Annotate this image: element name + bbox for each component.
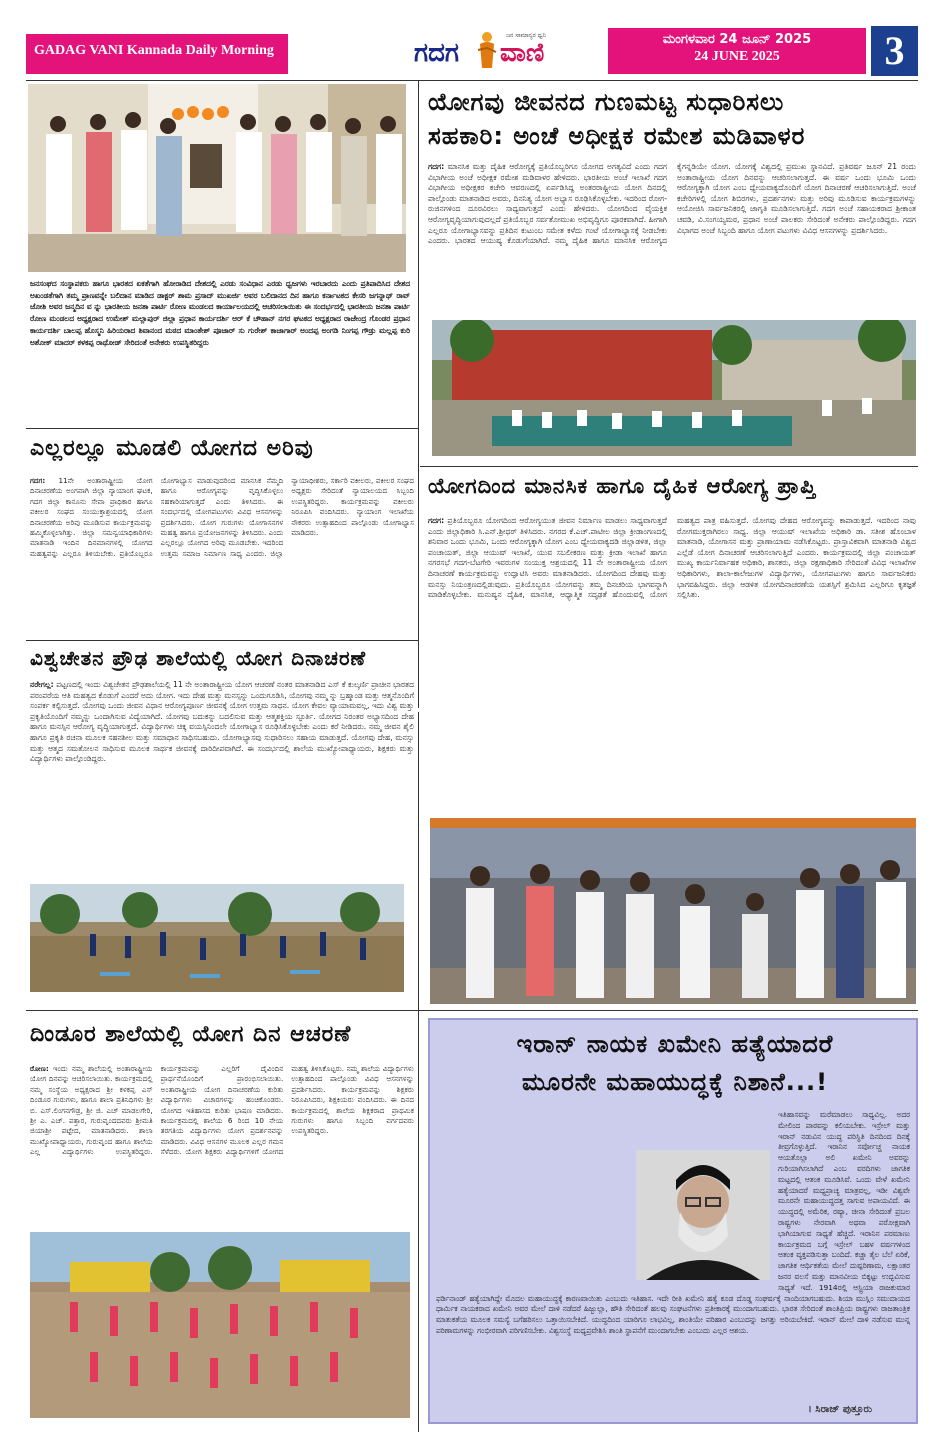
- logo-tagline: ಜನ ಸಾಮಾನ್ಯರ ಧ್ವನಿ: [506, 32, 546, 39]
- party-group-photo: [28, 84, 406, 272]
- paper-name: GADAG VANI Kannada Daily Morning: [34, 43, 274, 58]
- school-ground-yoga-photo: [30, 884, 404, 992]
- article-text: ಇಂದು ನಮ್ಮ ಶಾಲೆಯಲ್ಲಿ ಅಂತಾರಾಷ್ಟ್ರೀಯ ಯೋಗ ದಿನವನ್ನು ಆಚರಿಸಲಾಯಿತು. ಕಾರ್ಯಕ್ರಮದಲ್ಲಿ ನಮ್ಮ ಸಂಸ್ಥೆಯ ಅಧ್ಯಕ್ಷರಾದ ಶ್ರೀ ಕಳಕಪ್ಪ ಎಸ್ ದಿಂಡೂರ ಗುರುಗಳು, ಹಾಗೂ ಶಾಲಾ ಪ್ರತಿನಿಧಿಗಳು ಶ್ರೀ ಬಿ. ಎಸ್.ಲಿಂಗನಗೌಡ್ರ, ಶ್ರೀ ಜಿ. ಎಚ್ ಮಾಡಲಗೇರಿ, ಶ್ರೀ ಎ. ಎಚ್. ಪತ್ತಾರ, ಗುರುವೃಂದದವರು ಶ್ರೀಮತಿ ಜಿಯಾಶ್ರೀ ಪಟ್ಟೇದ, ಮಾತನಾಡಿದರು. ಶಾಲಾ ಮುಖ್ಯೋಪಾಧ್ಯಾಯರು, ಗುರುವೃಂದ ಹಾಗೂ ಶಾಲೆಯ ಎಲ್ಲ ವಿದ್ಯಾರ್ಥಿಗಳು ಉಪಸ್ಥಿತರಿದ್ದರು. ಕಾರ್ಯಕ್ರಮವನ್ನು ಎಲ್ಲರಿಗೆ ದೈವಿಂದಿನ ಪ್ರಾರ್ಥನೆಯೊಂದಿಗೆ ಪ್ರಾರಂಭಿಸಲಾಯಿತು. ಅಂತಾರಾಷ್ಟ್ರೀಯ ಯೋಗ ದಿನಾಚರಣೆಯ ಕುರಿತು ವಿದ್ಯಾರ್ಥಿಗಳು ವಿಚಾರಗಳನ್ನು ಹಂಚಿಕೊಂಡರು. ಯೋಗದ ಇತಿಹಾಸದ ಕುರಿತು ಭಾಷಣ ಮಾಡಿದರು. ಕಾರ್ಯಕ್ರಮದಲ್ಲಿ ಶಾಲೆಯ 6 ರಿಂದ 10 ನೇಯ ತರಗತಿಯ ವಿದ್ಯಾರ್ಥಿಗಳು ಯೋಗ ಪ್ರದರ್ಶನವನ್ನು ಮಾಡಿದರು. ವಿವಿಧ ಆಸನಗಳ ಮೂಲಕ ಎಲ್ಲರ ಗಮನ ಸೆಳೆದರು. ಯೋಗ ಶಿಕ್ಷಕರು ವಿದ್ಯಾರ್ಥಿಗಳಿಗೆ ಯೋಗದ ಮಹತ್ವ ತಿಳಿಸಿಕೊಟ್ಟರು. ನಮ್ಮ ಶಾಲೆಯ ವಿದ್ಯಾರ್ಥಿಗಳು ಉತ್ಸಾಹದಿಂದ ಪಾಲ್ಗೊಂಡು ವಿವಿಧ ಆಸನಗಳನ್ನು ಪ್ರದರ್ಶಿಸಿದರು. ಕಾರ್ಯಕ್ರಮವನ್ನು ಶಿಕ್ಷಕರು ನಿರೂಪಿಸಿದರು, ಶಿಕ್ಷಕಿಯರು ವಂದಿಸಿದರು. ಈ ದಿನದ ಕಾರ್ಯಕ್ರಮದಲ್ಲಿ ಶಾಲೆಯ ಶಿಕ್ಷಕರಾದ ಪ್ರಾಥಮಿಕ ಗುರುಗಳು ಹಾಗೂ ಸಿಬ್ಬಂದಿ ವರ್ಗದವರು ಉಪಸ್ಥಿತರಿದ್ದರು.: [30, 1064, 414, 1157]
- article-body-dindur-school: [30, 1064, 414, 1226]
- headline-vishwachetan: ವಿಶ್ವಚೇತನ ಪ್ರೌಢ ಶಾಲೆಯಲ್ಲಿ ಯೋಗ ದಿನಾಚರಣೆ: [30, 646, 367, 670]
- officials-group-photo: [430, 818, 916, 1004]
- author-credit: । ಸಿರಾಜ್ ಪುತ್ತೂರು: [808, 1404, 872, 1415]
- dateline: ಗದಗ:: [428, 516, 445, 525]
- headline-mental-health: ಯೋಗದಿಂದ ಮಾನಸಿಕ ಹಾಗೂ ದೈಹಿಕ ಆರೋಗ್ಯ ಪ್ರಾಪ್ತಿ: [428, 474, 817, 498]
- column-divider-lower: [418, 712, 419, 1432]
- headline-iran-1: ಇರಾನ್ ನಾಯಕ ಖಮೇನಿ ಹತ್ಯೆಯಾದರೆ: [516, 1030, 834, 1058]
- section-divider: [26, 1010, 918, 1011]
- dateline: ರೋಣ:: [30, 1064, 49, 1073]
- headline-dindur-school: ದಿಂಡೂರ ಶಾಲೆಯಲ್ಲಿ ಯೋಗ ದಿನ ಆಚರಣೆ: [30, 1022, 352, 1047]
- article-body-yoga-awareness: [30, 476, 414, 634]
- column-divider-upper: [418, 80, 419, 708]
- article-body-iran: [436, 1110, 910, 1402]
- article-body-vishwachetan: [30, 680, 414, 880]
- date-band: [608, 28, 866, 74]
- article-body-mental-health: [428, 516, 916, 806]
- dateline: ಗದಗ:: [30, 476, 46, 485]
- dindur-school-yoga-photo: [30, 1232, 410, 1418]
- dateline: ಗದಗ:: [428, 162, 445, 171]
- article-body-yoga-life: [428, 162, 916, 314]
- post-office-yoga-photo: [432, 320, 916, 456]
- page-number: 3: [871, 26, 918, 76]
- date-english: 24 JUNE 2025: [694, 49, 780, 64]
- caption-top-left: ಜನಸಂಘದ ಸಂಸ್ಥಾಪಕರು ಹಾಗೂ ಭಾರತದ ಏಕತೆಗಾಗಿ ಹೋರಾಡಿದ ದೇಶದಲ್ಲಿ ಎರಡು ಸಂವಿಧಾನ ಎರಡು ಧ್ವಜಗಳು ಇರಬಾರದು ಎಂದು ಪ್ರತಿಪಾದಿಸಿದ ದೇಶದ ಅಖಂಡತೆಗಾಗಿ ತಮ್ಮ ಪ್ರಾಣವನ್ನೇ ಬಲಿದಾನ ಮಾಡಿದ ಡಾಕ್ಟರ್ ಶಾಮ ಪ್ರಸಾದ್ ಮುಖರ್ಜಿ ಅವರ ಬಲಿದಾನದ ದಿನ ಹಾಗೂ ಕರ್ನಾಟಕದ ಕೇಸರಿ ಜಗನ್ನಾಥ್ ರಾವ್ ಜೋಶಿ ಅವರ ಜನ್ಮದಿನ ವ ನ್ನು ಭಾರತೀಯ ಜನತಾ ಪಾರ್ಟಿ ರೋಣ ಮಂಡಲದ ಕಾರ್ಯಾಲಯದಲ್ಲಿ ಆಚರಿಸಲಾಯಿತು ಈ ಸಂದರ್ಭದಲ್ಲಿ ಭಾರತೀಯ ಜನತಾ ಪಾರ್ಟಿ ರೋಣ ಮಂಡಲದ ಅಧ್ಯಕ್ಷರಾದ ಉಮೇಶ್ ಮಲ್ಲಾಪುರ್ ಜಿಲ್ಲಾ ಪ್ರಧಾನ ಕಾರ್ಯದರ್ಶಿ ಆರ್ ಕೆ ಚೌಹಾನ್ ನಗರ ಘಟಕದ ಅಧ್ಯಕ್ಷರಾದ ರಾಜೇಂದ್ರ ಗೊಂಡರ ಪ್ರಧಾನ ಕಾರ್ಯದರ್ಶಿ ಬಾಲಪ್ಪ ಹೊಸ್ಮನಿ ಹಿರಿಯರಾದ ಶಿವಾನಂದ ಮಠದ ಮಾಂತೇಶ್ ಪೂಜಾರ್ ಸು ಗುರೇಶ್ ಕಾಜಾಗಾರ್ ಅಂದಪ್ಪ ಅಂಗಡಿ ನಿಂಗಪ್ಪ ಗೌಡ್ರು ಮಲ್ಲಪ್ಪ ಕುರಿ ಅಶೋಕ್ ಮಾದರ್ ಕಳಕಪ್ಪ ರಾಥೋಡ್ ಸೇರಿದಂತೆ ಅನೇಕರು ಉಪಸ್ಥಿತರಿದ್ದರು: [30, 279, 410, 347]
- paper-name-band: [26, 34, 288, 74]
- date-kannada: ಮಂಗಳವಾರ 24 ಜೂನ್ 2025: [662, 32, 812, 47]
- section-divider: [420, 466, 918, 467]
- logo-figure-icon: [476, 30, 498, 74]
- masthead: [26, 26, 918, 78]
- headline-yoga-life-1: ಯೋಗವು ಜೀವನದ ಗುಣಮಟ್ಟ ಸುಧಾರಿಸಲು: [428, 88, 785, 116]
- section-divider: [26, 428, 418, 429]
- article-text: 11ನೇ ಅಂತಾರಾಷ್ಟ್ರೀಯ ಯೋಗ ದಿನಾಚರಣೆಯ ಅಂಗವಾಗಿ ಜಿಲ್ಲಾ ನ್ಯಾಯಾಂಗ ಘಟಕ, ಗದಗ ಜಿಲ್ಲಾ ಕಾನೂನು ಸೇವಾ ಪ್ರಾಧಿಕಾರ ಹಾಗೂ ವಕೀಲರ ಸಂಘದ ಸಂಯುಕ್ತಾಶ್ರಯದಲ್ಲಿ ಯೋಗ ದಿನಾಚರಣೆಯ ಅರಿವು ಮೂಡಿಸುವ ಕಾರ್ಯಕ್ರಮವನ್ನು ಹಮ್ಮಿಕೊಳ್ಳಲಾಗಿತ್ತು. ಜಿಲ್ಲಾ ಸಮನ್ವಯಾಧಿಕಾರಿಗಳು ಮಾತನಾಡಿ ಇಂದಿನ ದಿನಮಾನಗಳಲ್ಲಿ ಯೋಗದ ಮಹತ್ವವನ್ನು ಎಲ್ಲರೂ ತಿಳಿಯಬೇಕು. ಪ್ರತಿಯೊಬ್ಬರೂ ಯೋಗಾಭ್ಯಾಸ ಮಾಡುವುದರಿಂದ ಮಾನಸಿಕ ನೆಮ್ಮದಿ ಹಾಗೂ ಆರೋಗ್ಯವನ್ನು ವೃದ್ಧಿಸಿಕೊಳ್ಳಲು ಸಹಕಾರಿಯಾಗುತ್ತದೆ ಎಂದು ತಿಳಿಸಿದರು. ಈ ಸಂದರ್ಭದಲ್ಲಿ ಯೋಗಪಟುಗಳು ವಿವಿಧ ಆಸನಗಳನ್ನು ಪ್ರದರ್ಶಿಸಿದರು. ಯೋಗ ಗುರುಗಳು ಯೋಗಾಸನಗಳ ಮಹತ್ವ ಹಾಗೂ ಪ್ರಯೋಜನಗಳನ್ನು ತಿಳಿಸಿದರು. ಎಂದು ಎಲ್ಲರಲ್ಲೂ ಯೋಗದ ಅರಿವು ಮೂಡಬೇಕು. ಇದರಿಂದ ಉತ್ತಮ ಸಮಾಜ ನಿರ್ಮಾಣ ಸಾಧ್ಯ ಎಂದರು. ಜಿಲ್ಲಾ ನ್ಯಾಯಾಧೀಶರು, ಸರ್ಕಾರಿ ವಕೀಲರು, ವಕೀಲರ ಸಂಘದ ಅಧ್ಯಕ್ಷರು ಸೇರಿದಂತೆ ನ್ಯಾಯಾಲಯದ ಸಿಬ್ಬಂದಿ ಉಪಸ್ಥಿತರಿದ್ದರು. ಕಾರ್ಯಕ್ರಮವನ್ನು ವಕೀಲರು ನಿರೂಪಿಸಿ ವಂದಿಸಿದರು. ನ್ಯಾಯಾಂಗ ಇಲಾಖೆಯ ನೌಕರರು ಉತ್ಸಾಹದಿಂದ ಪಾಲ್ಗೊಂಡು ಯೋಗಾಭ್ಯಾಸ ಮಾಡಿದರು.: [30, 476, 414, 558]
- section-divider: [26, 640, 418, 641]
- logo-text-gadag: ಗದಗ: [414, 38, 459, 68]
- khamenei-portrait-photo: [636, 1150, 770, 1280]
- headline-iran-2: ಮೂರನೇ ಮಹಾಯುದ್ಧಕ್ಕೆ ನಿಶಾನೆ...!: [521, 1068, 829, 1096]
- article-text: ಪಟ್ಟಣದಲ್ಲಿ ಇಂದು ವಿಶ್ವಚೇತನ ಪ್ರೌಢಶಾಲೆಯಲ್ಲಿ 11 ನೇ ಅಂತಾರಾಷ್ಟ್ರೀಯ ಯೋಗ ಆಚರಣೆ ನಂತರ ಮಾತನಾಡಿದ ಎಸ್ ಕೆ ಕುಲ್ಕರ್ಣಿ ಪ್ರಾಚೀನ ಭಾರತದ ಪರಂಪರೆಯ ಆತಿ ಮಹತ್ವದ ಕೊಡುಗೆ ಎಂದರೆ ಅದು ಯೋಗ. ಇದು ದೇಹ ಮತ್ತು ಮನಸ್ಸನ್ನು ಒಂದುಗೂಡಿಸಿ, ಯೋಗವು ನಮ್ಮ ನ್ನು ಬ್ರಹ್ಮಾಂಡ ಮತ್ತು ಆತ್ಮನೊಂದಿಗೆ ಸಂಪರ್ಕ ಕಲ್ಪಿಸುತ್ತದೆ. ಯೋಗವು ಒಂದು ಜೀವನ ವಿಧಾನ ಆರೋಗ್ಯಪೂರ್ಣ ಜೀವನಕ್ಕೆ ಯೋಗ ಉತ್ತಮ ಸಾಧನ. ಯೋಗ ಕೇವಲ ವ್ಯಾಯಾಮವಲ್ಲ, ಇದು ವಿಶ್ವ ಮತ್ತು ಪ್ರಕೃತಿಯೊಂದಿಗೆ ನಮ್ಮನ್ನು ಒಂದಾಗಿಸುವ ವಿದ್ಯೆಯಾಗಿದೆ. ಯೋಗವು ಬದುಕನ್ನು ಬದಲಿಸುವ ಮತ್ತು ಆತ್ಮಶಕ್ತಿಯ ಸ್ಫೂರ್ತಿ. ಯೋಗದ ನಿರಂತರ ಅಭ್ಯಾಸದಿಂದ ದೇಹ ಹಾಗೂ ಮನಸ್ಸಿನ ಆರೋಗ್ಯ ವೃದ್ಧಿಯಾಗುತ್ತದೆ. ವಿದ್ಯಾರ್ಥಿಗಳು ಚಿಕ್ಕ ವಯಸ್ಸಿನಿಂದಲೇ ಯೋಗಾಭ್ಯಾಸ ರೂಢಿಸಿಕೊಳ್ಳಬೇಕು ಎಂದು ಕರೆ ನೀಡಿದರು. ನಮ್ಮ ಜೀವನ ಶೈಲಿ ಹಾಗೂ ಪ್ರಕೃತಿ ರಚನಾ ಮೂಲಕ ಸಹನಶೀಲ ಮತ್ತು ಸಮಾಧಾನ ಸಾಧಿಸಬಹುದು. ಯೋಗಾಭ್ಯಾಸವು ಸುಧಾರಿಸಲು ಸಹಾಯ ಮಾಡುತ್ತದೆ. ಯೋಗವು ದೇಹ, ಮನಸ್ಸು ಮತ್ತು ಆತ್ಮದ ಸಮತೋಲನ ಸಾಧಿಸುವ ಮೂಲಕ ಸಾರ್ಥಕ ಜೀವನಕ್ಕೆ ದಾರಿದೀಪವಾಗಿದೆ. ಈ ಸಂದರ್ಭದಲ್ಲಿ ಶಾಲೆಯ ಮುಖ್ಯೋಪಾಧ್ಯಾಯರು, ಶಿಕ್ಷಕರು ಮತ್ತು ವಿದ್ಯಾರ್ಥಿಗಳು ಪಾಲ್ಗೊಂಡಿದ್ದರು.: [30, 680, 414, 764]
- article-text: ಇತಿಹಾಸವನ್ನು ಮರೆಮಾಡಲು ಸಾಧ್ಯವಿಲ್ಲ. ಅದರ ಮೇಲಿಂದ ಪಾಠವನ್ನು ಕಲಿಯಬೇಕು. ಇಸ್ರೇಲ್ ಮತ್ತು ಇರಾನ್ ನಡುವಿನ ಯುದ್ಧ ಪರಿಸ್ಥಿತಿ ದಿನದಿಂದ ದಿನಕ್ಕೆ ತೀವ್ರಗೊಳ್ಳುತ್ತಿದೆ. ಇರಾನಿನ ಸರ್ವೋಚ್ಚ ನಾಯಕ ಆಯತೊಲ್ಲಾ ಅಲಿ ಖಮೇನಿ ಅವರನ್ನು ಗುರಿಯಾಗಿಸಲಾಗಿದೆ ಎಂಬ ವರದಿಗಳು ಜಾಗತಿಕ ಮಟ್ಟದಲ್ಲಿ ಆತಂಕ ಮೂಡಿಸಿವೆ. ಒಂದು ವೇಳೆ ಖಮೇನಿ ಹತ್ಯೆಯಾದರೆ ಮಧ್ಯಪ್ರಾಚ್ಯ ಮಾತ್ರವಲ್ಲ, ಇಡೀ ವಿಶ್ವವೇ ಮೂರನೇ ಮಹಾಯುದ್ಧದತ್ತ ಸಾಗುವ ಅಪಾಯವಿದೆ. ಈ ಯುದ್ಧದಲ್ಲಿ ಅಮೆರಿಕ, ರಷ್ಯಾ, ಚೀನಾ ಸೇರಿದಂತೆ ಪ್ರಬಲ ರಾಷ್ಟ್ರಗಳು ನೇರವಾಗಿ ಅಥವಾ ಪರೋಕ್ಷವಾಗಿ ಭಾಗಿಯಾಗುವ ಸಾಧ್ಯತೆ ಹೆಚ್ಚಿದೆ. ಇರಾನಿನ ಪರಮಾಣು ಕಾರ್ಯಕ್ರಮದ ಬಗ್ಗೆ ಇಸ್ರೇಲ್ ಬಹಳ ವರ್ಷಗಳಿಂದ ಆತಂಕ ವ್ಯಕ್ತಪಡಿಸುತ್ತಾ ಬಂದಿದೆ. ಕಚ್ಚಾ ತೈಲ ಬೆಲೆ ಏರಿಕೆ, ಜಾಗತಿಕ ಆರ್ಥಿಕತೆಯ ಮೇಲೆ ದುಷ್ಪರಿಣಾಮ, ಲಕ್ಷಾಂತರ ಜನರ ವಲಸೆ ಮತ್ತು ಮಾನವೀಯ ಬಿಕ್ಕಟ್ಟು ಉದ್ಭವಿಸುವ ಸಾಧ್ಯತೆ ಇದೆ. 1914ರಲ್ಲಿ ಆಸ್ಟ್ರಿಯಾ ರಾಜಕುಮಾರ ಫರ್ಡಿನಾಂಡ್ ಹತ್ಯೆಯಾಗಿದ್ದೇ ಮೊದಲ ಮಹಾಯುದ್ಧಕ್ಕೆ ಕಾರಣವಾಯಿತು ಎಂಬುದು ಇತಿಹಾಸ. ಇದೇ ರೀತಿ ಖಮೇನಿ ಹತ್ಯೆ ಕೂಡ ದೊಡ್ಡ ಸಂಘರ್ಷಕ್ಕೆ ನಾಂದಿಯಾಗಬಹುದು. ಶಿಯಾ ಮುಸ್ಲಿಂ ಸಮುದಾಯದ ಧಾರ್ಮಿಕ ನಾಯಕರಾದ ಖಮೇನಿ ಅವರ ಮೇಲೆ ದಾಳಿ ನಡೆದರೆ ಹಿಜ್ಬುಲ್ಲಾ, ಹೌತಿ ಸೇರಿದಂತೆ ಹಲವು ಸಂಘಟನೆಗಳು ಪ್ರತೀಕಾರಕ್ಕೆ ಮುಂದಾಗಬಹುದು. ಭಾರತ ಸೇರಿದಂತೆ ಶಾಂತಿಪ್ರಿಯ ರಾಷ್ಟ್ರಗಳು ರಾಜತಾಂತ್ರಿಕ ಮಾತುಕತೆಯ ಮೂಲಕ ಸಮಸ್ಯೆ ಬಗೆಹರಿಸಲು ಒತ್ತಾಯಿಸಬೇಕಿದೆ. ಯುದ್ಧದಿಂದ ಯಾರಿಗೂ ಲಾಭವಿಲ್ಲ, ಶಾಂತಿಯೇ ಪರಿಹಾರ ಎಂಬುದನ್ನು ಜಗತ್ತು ಅರಿಯಬೇಕಿದೆ. ಇರಾನ್ ಮೇಲೆ ದಾಳಿ ನಡೆಸುವ ಮುನ್ನ ಪರಿಣಾಮಗಳನ್ನು ಗಂಭೀರವಾಗಿ ಪರಿಗಣಿಸಬೇಕು. ವಿಶ್ವಸಂಸ್ಥೆ ಮಧ್ಯಪ್ರವೇಶಿಸಿ ಶಾಂತಿ ಸ್ಥಾಪನೆಗೆ ಮುಂದಾಗಬೇಕು ಎಂಬುದು ಎಲ್ಲರ ಆಶಯ.: [436, 1110, 910, 1335]
- headline-yoga-life-2: ಸಹಕಾರಿ: ಅಂಚೆ ಅಧೀಕ್ಷಕ ರಮೇಶ ಮಡಿವಾಳರ: [428, 122, 806, 150]
- article-text: ಮಾನಸಿಕ ಮತ್ತು ದೈಹಿಕ ಆರೋಗ್ಯಕ್ಕೆ ಪ್ರತಿಯೊಬ್ಬರಿಗೂ ಯೋಗದ ಅಗತ್ಯವಿದೆ ಎಂದು ಗದಗ ವಿಭಾಗೀಯ ಅಂಚೆ ಅಧೀಕ್ಷಕ ರಮೇಶ ಮಡಿವಾಳರ ಹೇಳಿದರು. ಭಾರತೀಯ ಅಂಚೆ ಇಲಾಖೆ ಗದಗ ವಿಭಾಗೀಯ ಅಧೀಕ್ಷಕರ ಕಚೇರಿ ಆವರಣದಲ್ಲಿ ಏರ್ಪಡಿಸಿದ್ದ ಅಂತರರಾಷ್ಟ್ರೀಯ ಯೋಗ ದಿನದಲ್ಲಿ ಪಾಲ್ಗೊಂಡು ಮಾತನಾಡಿದ ಅವರು, ದಿನನಿತ್ಯ ಯೋಗ ಅಭ್ಯಾಸ ರೂಢಿಸಿಕೊಳ್ಳಬೇಕು. ಇದರಿಂದ ರೋಗ-ರುಜಿನಗಳಿಂದ ದೂರವಿರಲು ಸಾಧ್ಯವಾಗುತ್ತದೆ ಎಂದು ಹೇಳಿದರು. ಯೋಗದಿಂದ ವೈಯಕ್ತಿಕ ಆರೋಗ್ಯವೃದ್ಧಿಯಾಗುವುದಲ್ಲದೆ ಪ್ರತಿಯೊಬ್ಬರ ಸರ್ವತೋಮುಖ ಅಭಿವೃದ್ಧಿಗೂ ಪೂರಕವಾಗಿದೆ. ಹೀಗಾಗಿ ಎಲ್ಲರೂ ಯೋಗಾಭ್ಯಾಸವನ್ನು ಪ್ರತಿದಿನ ಕುಟುಂಬ ಸಮೇತ ಕಳೆದು ಗಂಟೆ ಯೋಗಾಭ್ಯಾಸಕ್ಕೆ ನೀಡಬೇಕು ಎಂದರು. ಭಾರತದ ಆಯುಷ್ಯ ಕೊಡುಗೆಯಾಗಿದೆ. ನಮ್ಮ ದೈಹಿಕ ಹಾಗೂ ಮಾನಸಿಕ ಆರೋಗ್ಯದ ಕೈಗನ್ನಡಿಯೇ ಯೋಗ. ಯೋಗಕ್ಕೆ ವಿಶ್ವದಲ್ಲಿ ಪ್ರಮುಖ ಸ್ಥಾನವಿದೆ. ಪ್ರತಿವರ್ಷ ಜೂನ್ 21 ರಂದು ಅಂತಾರಾಷ್ಟ್ರೀಯ ಯೋಗ ದಿನವನ್ನು ಆಚರಿಸಲಾಗುತ್ತದೆ. ಈ ವರ್ಷ ಒಂದು ಭೂಮಿ ಒಂದು ಆರೋಗ್ಯಕ್ಕಾಗಿ ಯೋಗ ಎಂಬ ಧ್ಯೇಯವಾಕ್ಯದೊಂದಿಗೆ ಯೋಗ ದಿನಾಚರಣೆ ಆಚರಿಸಲಾಗುತ್ತಿದೆ. ಅಂಚೆ ಕಚೇರಿಗಳಲ್ಲಿ ಯೋಗ ಶಿಬಿರಗಳು, ಪ್ರದರ್ಶನಗಳು ಮತ್ತು ಅರಿವು ಮೂಡಿಸುವ ಕಾರ್ಯಕ್ರಮಗಳನ್ನು ಆಯೋಜಿಸಿ ಸಾರ್ವಜನಿಕರಲ್ಲಿ ಜಾಗೃತಿ ಮೂಡಿಸಲಾಗುತ್ತಿದೆ. ಗದಗ ಅಂಚೆ ಸಹಾಯಕರಾದ ಶ್ರೀಕಾಂತ ಚವಡಿ, ವಿ.ಸಂಗಯ್ಯಮಠ, ಪ್ರಧಾನ ಅಂಚೆ ಪಾಲಕರು ಸೇರಿದಂತೆ ಅನೇಕರು ಪಾಲ್ಗೊಂಡಿದ್ದರು. ಗದಗ ವಿಭಾಗದ ಅಂಚೆ ಸಿಬ್ಬಂದಿ ಹಾಗೂ ಯೋಗ ಪಟುಗಳು ವಿವಿಧ ಆಸನಗಳನ್ನು ಪ್ರದರ್ಶಿಸಿದರು.: [428, 162, 916, 246]
- headline-yoga-awareness: ಎಲ್ಲರಲ್ಲೂ ಮೂಡಲಿ ಯೋಗದ ಅರಿವು: [30, 436, 314, 461]
- logo-text-vani: ವಾಣಿ: [500, 38, 545, 68]
- dateline: ನರೇಗಲ್ಲ:: [30, 680, 54, 689]
- article-text: ಪ್ರತಿಯೊಬ್ಬರೂ ಯೋಗದಿಂದ ಆರೋಗ್ಯಯುತ ಜೀವನ ನಿರ್ಮಾಣ ಮಾಡಲು ಸಾಧ್ಯವಾಗುತ್ತದೆ ಎಂದು ಜಿಲ್ಲಾಧಿಕಾರಿ ಸಿ.ಎನ್.ಶ್ರೀಧರ್ ತಿಳಿಸಿದರು. ನಗರದ ಕೆ.ಎಚ್.ಪಾಟೀಲ ಜಿಲ್ಲಾ ಕ್ರೀಡಾಂಗಣದಲ್ಲಿ ಶನಿವಾರ ಒಂದು ಭೂಮಿ, ಒಂದು ಆರೋಗ್ಯಕ್ಕಾಗಿ ಯೋಗ ಎಂಬ ಧ್ಯೇಯವಾಕ್ಯದಡಿ ಜಿಲ್ಲಾಡಳಿತ, ಜಿಲ್ಲಾ ಪಂಚಾಯತ್, ಜಿಲ್ಲಾ ಆಯುಷ್ ಇಲಾಖೆ, ಯುವ ಸಬಲೀಕರಣ ಮತ್ತು ಕ್ರೀಡಾ ಇಲಾಖೆ ಹಾಗೂ ನಗರಸಭೆ ಗದಗ-ಬೆಟಗೇರಿ ಇವರುಗಳ ಸಂಯುಕ್ತ ಆಶ್ರಯದಲ್ಲಿ 11 ನೇ ಅಂತಾರಾಷ್ಟ್ರೀಯ ಯೋಗ ದಿನಾಚರಣೆ ಕಾರ್ಯಕ್ರಮವನ್ನು ಉದ್ಘಾಟಿಸಿ ಅವರು ಮಾತನಾಡಿದರು. ಯೋಗದಿಂದ ದೇಹವು ಮತ್ತು ಮನಸ್ಸು ನಿಯಂತ್ರಣದಲ್ಲಿಡುವುದು. ಪ್ರತಿಯೊಬ್ಬರೂ ಯೋಗವನ್ನು ತಮ್ಮ ದಿನಚರಿಯ ಭಾಗವನ್ನಾಗಿ ಮಾಡಿಕೊಳ್ಳಬೇಕು. ಮನುಷ್ಯನ ದೈಹಿಕ, ಮಾನಸಿಕ, ಆಧ್ಯಾತ್ಮಿಕ ಸದೃಢತೆ ಹೊಂದುವಲ್ಲಿ ಯೋಗ ಮಹತ್ವದ ಪಾತ್ರ ವಹಿಸುತ್ತದೆ. ಯೋಗವು ದೇಹದ ಆರೋಗ್ಯವನ್ನು ಕಾಪಾಡುತ್ತದೆ. ಇದರಿಂದ ನಾವು ರೋಗಮುಕ್ತರಾಗಿರಲು ಸಾಧ್ಯ. ಜಿಲ್ಲಾ ಆಯುಷ್ ಇಲಾಖೆಯ ಅಧಿಕಾರಿ ಡಾ. ಸತೀಶ ಹೊಂಬಾಳ ಮಾತನಾಡಿ, ಯೋಗಾಸನ ಮತ್ತು ಪ್ರಾಣಾಯಾಮ ನಡೆಸಿಕೊಟ್ಟರು. ಪ್ರಾಸ್ತಾವಿಕವಾಗಿ ಮಾತನಾಡಿ ವಿಶ್ವದ ಎಲ್ಲೆಡೆ ಯೋಗ ದಿನಾಚರಣೆ ಆಚರಿಸಲಾಗುತ್ತಿದೆ ಎಂದರು. ಕಾರ್ಯಕ್ರಮದಲ್ಲಿ ಜಿಲ್ಲಾ ಪಂಚಾಯತ್ ಮುಖ್ಯ ಕಾರ್ಯನಿರ್ವಾಹಕ ಅಧಿಕಾರಿ, ಶಾಸಕರು, ಜಿಲ್ಲಾ ರಕ್ಷಣಾಧಿಕಾರಿ ಸೇರಿದಂತೆ ವಿವಿಧ ಇಲಾಖೆಗಳ ಅಧಿಕಾರಿಗಳು, ಶಾಲಾ-ಕಾಲೇಜುಗಳ ವಿದ್ಯಾರ್ಥಿಗಳು, ಯೋಗಪಟುಗಳು ಹಾಗೂ ಸಾರ್ವಜನಿಕರು ಭಾಗವಹಿಸಿದ್ದರು. ಜಿಲ್ಲಾ ಆಡಳಿತ ಯೋಗದಿನಾಚರಣೆಯ ಯಶಸ್ಸಿಗೆ ಶ್ರಮಿಸಿದ ಎಲ್ಲರಿಗೂ ಕೃತಜ್ಞತೆ ಸಲ್ಲಿಸಿತು.: [428, 516, 916, 600]
- masthead-divider: [26, 80, 918, 81]
- newspaper-logo: [414, 30, 564, 74]
